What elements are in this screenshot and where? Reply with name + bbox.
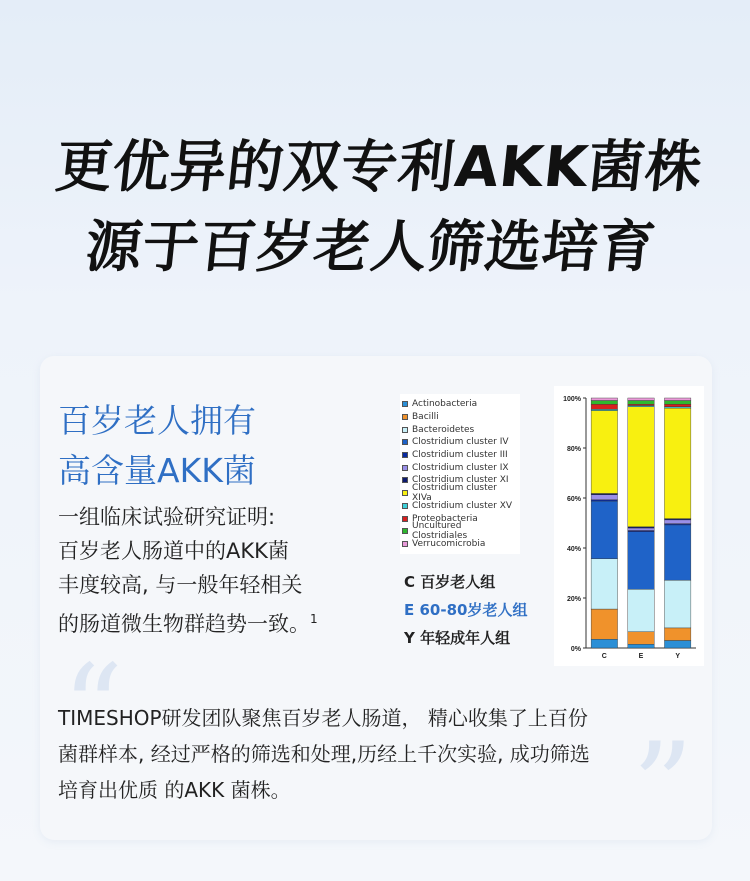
y-tick-label: 40% [566, 546, 581, 553]
legend-swatch [402, 516, 408, 522]
legend-swatch [402, 414, 408, 420]
footnote-marker: 1 [310, 612, 318, 626]
card-body-line-3: 丰度较高, 与一般年轻相关 [58, 573, 303, 597]
chart-svg [554, 386, 704, 666]
legend-item [402, 483, 518, 504]
y-tick-label: 80% [566, 446, 581, 453]
legend-label: Actinobacteria [412, 399, 478, 410]
legend-label: Clostridium cluster XI [412, 475, 509, 486]
legend-swatch [402, 465, 408, 471]
legend-swatch [402, 477, 408, 483]
bar-segment [591, 411, 617, 494]
legend-label: Verrucomicrobia [412, 538, 486, 549]
legend-label: Clostridium cluster III [412, 450, 508, 461]
bar-segment [628, 632, 654, 645]
stacked-bar-chart [554, 386, 704, 666]
legend-label: Bacteroidetes [412, 424, 475, 435]
headline-line-2: 源于百岁老人筛选培育 [82, 215, 660, 280]
bar-segment [628, 644, 654, 648]
bar-segment [628, 407, 654, 527]
group-label-c: C 百岁老人组 [404, 573, 496, 591]
legend-item [402, 436, 518, 449]
chart-legend [400, 394, 520, 554]
bottom-text-line-3: 培育出优质 的AKK 菌株。 [58, 778, 291, 802]
legend-swatch [402, 401, 408, 407]
x-tick-label: E [638, 653, 644, 660]
legend-item [402, 461, 518, 474]
group-label-e: E 60-80岁老人组 [404, 601, 528, 619]
headline-line-1: 更优异的双专利AKK菌株 [52, 135, 706, 200]
card-title [58, 396, 256, 496]
card-body [58, 500, 358, 641]
legend-swatch [402, 528, 408, 534]
close-quote-icon: ” [632, 718, 694, 857]
legend-label: Clostridium cluster IX [412, 462, 509, 473]
card-body-line-1: 一组临床试验研究证明: [58, 505, 276, 529]
card-title-line-2: 高含量AKK菌 [58, 451, 256, 490]
bar-segment [628, 401, 654, 405]
open-quote-icon: “ [62, 640, 124, 779]
bar-segment [664, 628, 690, 641]
info-card [40, 356, 712, 857]
card-body-line-4: 的肠道微生物群趋势一致。$^1$ [58, 612, 318, 636]
group-labels [404, 568, 527, 652]
y-tick-label: 100% [563, 396, 581, 403]
bar-segment [591, 404, 617, 409]
legend-label: Clostridium cluster XIVa [412, 483, 497, 504]
legend-label: Bacilli [412, 412, 439, 423]
legend-item [402, 449, 518, 462]
legend-label: Uncultured Clostridiales [412, 521, 468, 542]
legend-swatch [402, 427, 408, 433]
legend-label: Clostridium cluster IV [412, 437, 509, 448]
legend-swatch [402, 452, 408, 458]
y-tick-label: 60% [566, 496, 581, 503]
legend-item [402, 411, 518, 424]
bottom-text [58, 700, 698, 808]
bar-segment [664, 640, 690, 648]
legend-swatch [402, 490, 408, 496]
bottom-text-line-1: TIMESHOP研发团队聚焦百岁老人肠道， 精心收集了上百份 [58, 706, 588, 730]
bar-segment [664, 580, 690, 628]
bar-segment [591, 495, 617, 500]
x-tick-label: Y [675, 653, 681, 660]
bar-segment [664, 525, 690, 580]
x-tick-label: C [601, 653, 607, 660]
bar-segment [591, 639, 617, 648]
legend-label: Clostridium cluster XV [412, 500, 513, 511]
bar-segment [664, 398, 690, 401]
card-title-line-1: 百岁老人拥有 [58, 401, 256, 440]
legend-item [402, 500, 518, 513]
y-tick-label: 0% [570, 646, 581, 653]
bar-segment [664, 408, 690, 519]
legend-item [402, 423, 518, 436]
card-body-line-2: 百岁老人肠道中的AKK菌 [58, 539, 289, 563]
legend-swatch [402, 439, 408, 445]
legend-swatch [402, 503, 408, 509]
bar-segment [628, 528, 654, 531]
bar-segment [664, 401, 690, 405]
bar-segment [628, 398, 654, 401]
bar-segment [664, 520, 690, 524]
bar-segment [591, 398, 617, 401]
group-label-y: Y 年轻成年人组 [404, 629, 511, 647]
legend-label: Proteobacteria [412, 513, 478, 524]
bar-segment [591, 401, 617, 405]
bottom-text-line-2: 菌群样本, 经过严格的筛选和处理,历经上千次实验, 成功筛选 [58, 742, 590, 766]
legend-swatch [402, 541, 408, 547]
legend-item [402, 521, 518, 542]
bar-segment [664, 404, 690, 407]
legend-item [402, 398, 518, 411]
headline [0, 128, 750, 288]
bar-segment [591, 609, 617, 639]
y-tick-label: 20% [566, 596, 581, 603]
bar-segment [628, 532, 654, 590]
bar-segment [591, 501, 617, 559]
bar-segment [591, 559, 617, 609]
bar-segment [628, 589, 654, 632]
